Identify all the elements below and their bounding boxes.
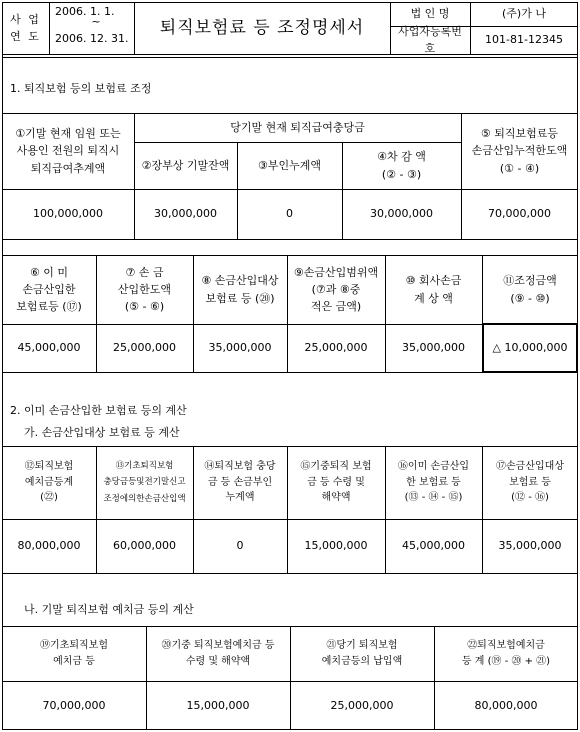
- col-deposit-total-end: ㉒퇴직보험예치금 등 계 (⑲ - ⑳ + ㉑): [461, 640, 551, 667]
- adjustment-value: △ 10,000,000: [492, 341, 568, 355]
- value-cell: 0: [236, 539, 244, 553]
- col-disallowed-total: ③부인누계액: [258, 158, 321, 172]
- value-cell: 45,000,000: [402, 539, 465, 553]
- value-cell: 70,000,000: [488, 207, 551, 221]
- col-group-reserve: 당기말 현재 퇴직급여충당금: [230, 120, 365, 134]
- col-difference: ④차 감 액 (② - ③): [377, 150, 426, 181]
- col-target-premium: ⑧ 손금산입대상 보험료 등 (⑳): [201, 274, 279, 305]
- section1-heading: 1. 퇴직보험 등의 보험료 조정: [10, 82, 152, 95]
- value-cell: 0: [286, 207, 293, 221]
- period-from: 2006. 1. 1.: [55, 5, 115, 19]
- value-cell: 25,000,000: [330, 698, 394, 712]
- col-already-deducted: ⑥ 이 미 손금산입한 보험료등 (⑰): [16, 265, 82, 314]
- col-adjustment: ⑪조정금액 (⑨ - ⑩): [503, 274, 557, 305]
- value-cell: 30,000,000: [154, 207, 217, 221]
- section2-heading: 2. 이미 손금산입한 보험료 등의 계산: [10, 404, 187, 417]
- biz-reg-label: 사업자등록번호: [398, 24, 462, 55]
- value-cell: 30,000,000: [370, 207, 433, 221]
- section2a-heading: 가. 손금산입대상 보험료 등 계산: [24, 426, 180, 439]
- value-cell: 15,000,000: [304, 539, 368, 553]
- section2b-heading: 나. 기말 퇴직보험 예치금 등의 계산: [24, 603, 194, 616]
- col-received-cancelled: ⑮기중퇴직 보험 금 등 수령 및 해약액: [300, 461, 372, 504]
- corp-name-value: (주)가 나: [502, 7, 546, 21]
- col-deposit-total: ⑫퇴직보험 예치금등계 (㉒): [24, 461, 74, 504]
- col-company-amount: ⑩ 회사손금 계 상 액: [405, 274, 462, 305]
- col-opening-reserve: ⑬기초퇴직보험 충당금등및전기말신고 조정에의한손금산입액: [103, 461, 186, 504]
- value-cell: 80,000,000: [474, 698, 538, 712]
- value-cell: 100,000,000: [33, 207, 103, 221]
- form-title: 퇴직보험료 등 조정명세서: [159, 17, 365, 38]
- value-cell: 35,000,000: [208, 341, 272, 355]
- col-cumulative-limit: ⑤ 퇴직보험료등 손금산입누적한도액 (① - ④): [471, 127, 568, 175]
- value-cell: 70,000,000: [42, 698, 106, 712]
- table-rule: [2, 239, 578, 240]
- col-deposit-paid: ㉑당기 퇴직보험 예치금등의 납입액: [321, 640, 403, 667]
- value-cell: 35,000,000: [402, 341, 465, 355]
- col-deposit-received: ⑳기중 퇴직보험예치금 등 수령 및 해약액: [161, 640, 275, 667]
- period-label: 사 업 연 도: [10, 12, 41, 43]
- col-book-balance: ②장부상 기말잔액: [141, 158, 230, 172]
- col-reserve-disallowed: ⑭퇴직보험 충당 금 등 손금부인 누계액: [204, 461, 276, 504]
- value-cell: 60,000,000: [113, 539, 176, 553]
- header-divider: [49, 2, 50, 54]
- col-deduction-limit: ⑦ 손 금 산입한도액 (⑤ - ⑥): [117, 265, 172, 314]
- col-opening-deposit: ⑲기초퇴직보험 예치금 등: [40, 640, 108, 667]
- corp-name-label: 법 인 명: [410, 7, 450, 21]
- value-cell: 25,000,000: [304, 341, 368, 355]
- period-to: 2006. 12. 31.: [55, 32, 129, 46]
- value-cell: 35,000,000: [498, 539, 562, 553]
- col-retirement-estimate: ①기말 현재 임원 또는 사용인 전원의 퇴직시 퇴직급여추계액: [15, 127, 121, 175]
- biz-reg-value: 101-81-12345: [485, 33, 563, 47]
- col-deduction-range: ⑨손금산입범위액 (⑦과 ⑧중 적은 금액): [293, 265, 379, 314]
- col-target-amount: ⑰손금산입대상 보험료 등 (⑫ - ⑯): [496, 461, 564, 504]
- value-cell: 45,000,000: [17, 341, 81, 355]
- value-cell: 25,000,000: [113, 341, 176, 355]
- period-tilde: ~: [91, 15, 101, 29]
- header-bottom-line: [2, 54, 578, 55]
- header-bottom-line: [2, 57, 578, 58]
- value-cell: 80,000,000: [17, 539, 81, 553]
- value-cell: 15,000,000: [186, 698, 250, 712]
- table-rule: [2, 573, 578, 574]
- col-already-included: ⑯이미 손금산입 한 보험료 등 (⑬ - ⑭ - ⑮): [397, 461, 470, 504]
